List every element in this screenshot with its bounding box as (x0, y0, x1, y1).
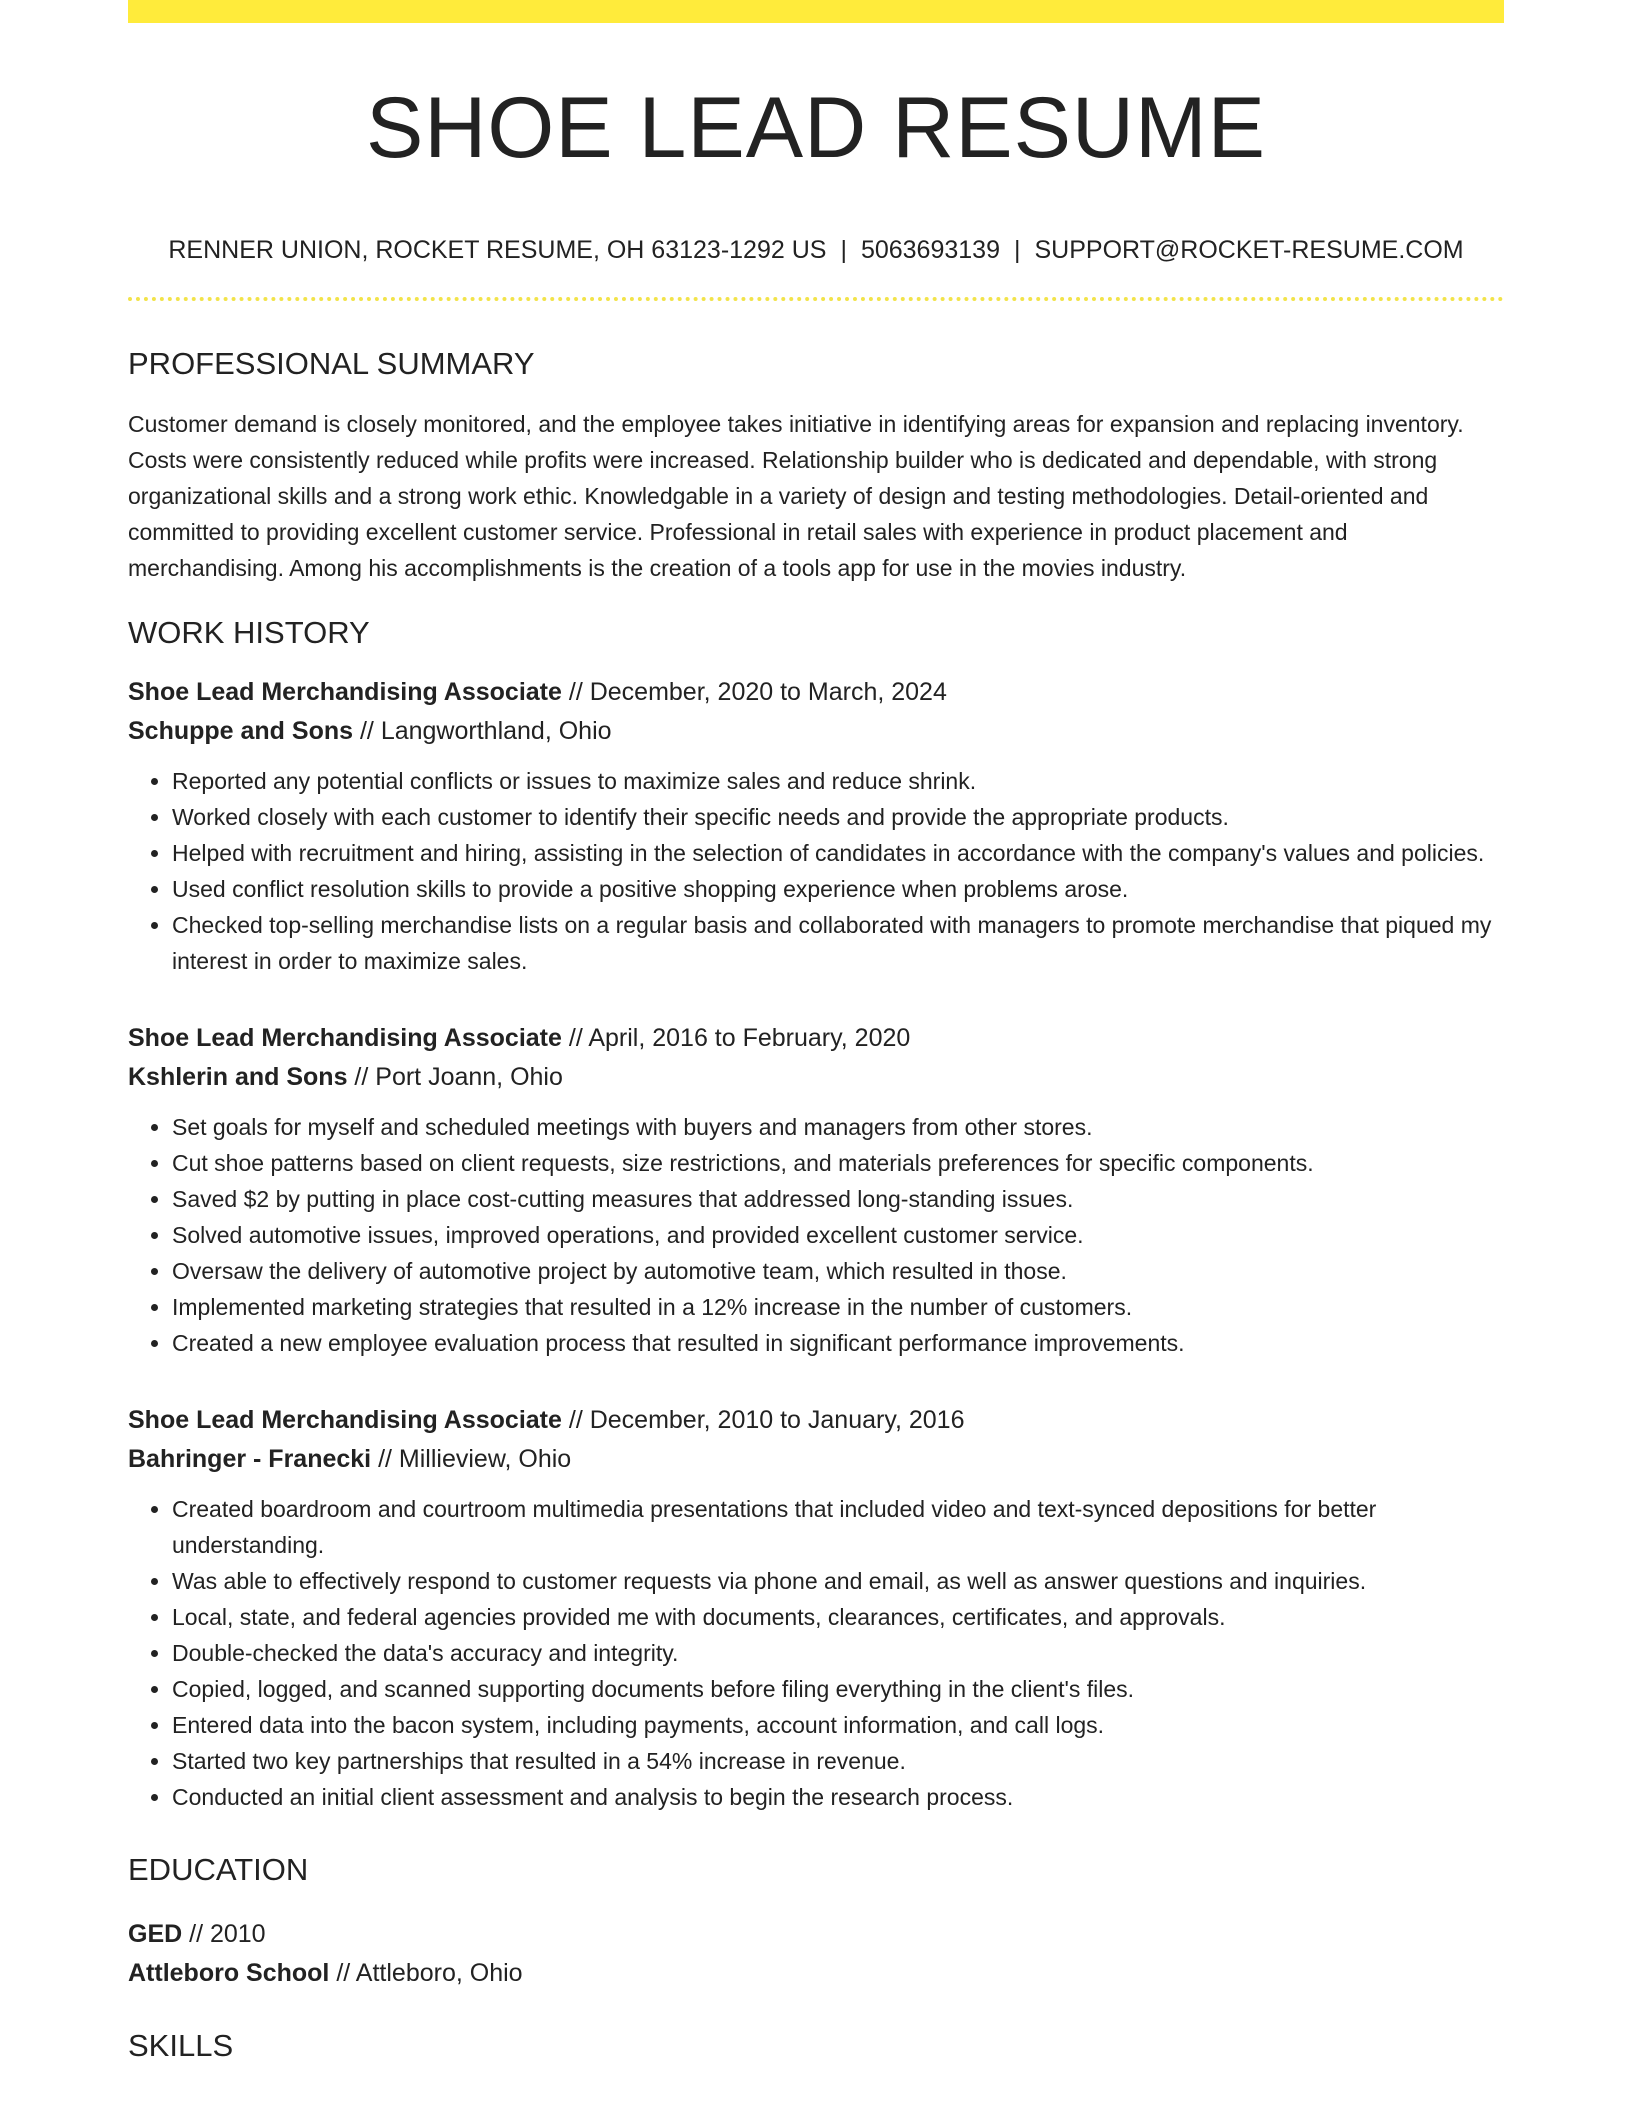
job-title-line (128, 673, 1504, 712)
list-item: • Created boardroom and courtroom multimedia presentations that included video and text-synced depositions for better understanding. (172, 1491, 1504, 1563)
job-title-line (128, 1401, 1504, 1440)
job-title: Shoe Lead Merchandising Associate (128, 678, 562, 707)
job-company: Schuppe and Sons (128, 717, 354, 746)
list-item: • Implemented marketing strategies that resulted in a 12% increase in the number of customers. (172, 1289, 1504, 1325)
education-heading: EDUCATION (128, 1852, 309, 1888)
school-name: Attleboro School (128, 1958, 330, 1987)
list-item: • Was able to effectively respond to customer requests via phone and email, as well as answer questions and inquiries. (172, 1563, 1504, 1599)
list-item: • Solved automotive issues, improved operations, and provided excellent customer service. (172, 1217, 1504, 1253)
skills-section (128, 2027, 1504, 2064)
separator: | (1013, 236, 1021, 264)
job-title: Shoe Lead Merchandising Associate (128, 1024, 562, 1053)
job-title-line (128, 1019, 1504, 1058)
job-location: // Langworthland, Ohio (353, 717, 612, 746)
work-history-heading: WORK HISTORY (128, 615, 370, 651)
list-item: • Entered data into the bacon system, including payments, account information, and call logs. (172, 1707, 1504, 1743)
work-history-section (128, 614, 1504, 1815)
list-item: • Copied, logged, and scanned supporting documents before filing everything in the client's files. (172, 1671, 1504, 1707)
job-location: // Millieview, Ohio (371, 1445, 572, 1474)
list-item: • Helped with recruitment and hiring, assisting in the selection of candidates in accordance with the company's values and policies. (172, 835, 1504, 871)
list-item: • Set goals for myself and scheduled meetings with buyers and managers from other stores. (172, 1109, 1504, 1145)
summary-heading: PROFESSIONAL SUMMARY (128, 346, 535, 381)
job-dates: // December, 2020 to March, 2024 (561, 678, 947, 707)
job-dates: // December, 2010 to January, 2016 (561, 1406, 965, 1435)
list-item: • Checked top-selling merchandise lists on a regular basis and collaborated with managers to promote merchandise that piqued my interest in order to maximize sales. (172, 907, 1504, 979)
separator: | (840, 236, 847, 264)
job-bullets (128, 1491, 1504, 1815)
phone: 5063693139 (860, 236, 1000, 264)
contact-info (128, 235, 1504, 265)
school-line (128, 1954, 1504, 1993)
job-dates: // April, 2016 to February, 2020 (561, 1024, 911, 1053)
job-title: Shoe Lead Merchandising Associate (128, 1406, 562, 1435)
list-item: • Used conflict resolution skills to provide a positive shopping experience when problems arose. (172, 871, 1504, 907)
list-item: • Worked closely with each customer to identify their specific needs and provide the appropriate products. (172, 799, 1504, 835)
list-item: • Local, state, and federal agencies provided me with documents, clearances, certificates, and approvals. (172, 1599, 1504, 1635)
list-item: • Cut shoe patterns based on client requests, size restrictions, and materials preferences for specific components. (172, 1145, 1504, 1181)
degree-line (128, 1915, 1504, 1954)
job-company-line (128, 712, 1504, 751)
list-item: • Conducted an initial client assessment and analysis to begin the research process. (172, 1779, 1504, 1815)
address: RENNER UNION, ROCKET RESUME, OH 63123-1292 US (168, 236, 827, 264)
job-company-line (128, 1058, 1504, 1097)
summary-section (128, 345, 1504, 586)
page-title: SHOE LEAD RESUME (365, 80, 1267, 176)
job-location: // Port Joann, Ohio (347, 1063, 563, 1092)
education-year: // 2010 (182, 1919, 266, 1948)
list-item: • Created a new employee evaluation process that resulted in significant performance improvements. (172, 1325, 1504, 1361)
list-item: • Reported any potential conflicts or issues to maximize sales and reduce shrink. (172, 763, 1504, 799)
school-location: // Attleboro, Ohio (329, 1958, 523, 1987)
accent-bar (128, 0, 1504, 23)
education-entry (128, 1915, 1504, 1993)
resume-page (128, 0, 1504, 2064)
skills-heading: SKILLS (128, 2027, 234, 2063)
job-company: Kshlerin and Sons (128, 1063, 348, 1092)
dotted-divider (128, 297, 1504, 301)
list-item: • Saved $2 by putting in place cost-cutting measures that addressed long-standing issues. (172, 1181, 1504, 1217)
job-entry (128, 673, 1504, 979)
job-company-line (128, 1440, 1504, 1479)
job-company: Bahringer - Franecki (128, 1445, 372, 1474)
job-bullets (128, 1109, 1504, 1361)
list-item: • Oversaw the delivery of automotive project by automotive team, which resulted in those. (172, 1253, 1504, 1289)
job-entry (128, 1401, 1504, 1815)
list-item: • Double-checked the data's accuracy and integrity. (172, 1635, 1504, 1671)
summary-text: Customer demand is closely monitored, and the employee takes initiative in identifying areas for expansion and replacing inventory. Costs were consistently reduced while profits were increased. Relationship builder who is dedicated and dependable, with strong organizational skills and a strong work ethic. Knowledgable in a variety of design and testing methodologies. Detail-oriented and committed to providing excellent customer service. Professional in retail sales with experience in product placement and merchandising. Among his accomplishments is the creation of a tools app for use in the movies industry. (128, 411, 1464, 582)
list-item: • Started two key partnerships that resulted in a 54% increase in revenue. (172, 1743, 1504, 1779)
degree: GED (128, 1919, 183, 1948)
job-entry (128, 1019, 1504, 1361)
job-bullets (128, 763, 1504, 979)
education-section (128, 1851, 1504, 1992)
email: SUPPORT@ROCKET-RESUME.COM (1034, 236, 1464, 264)
